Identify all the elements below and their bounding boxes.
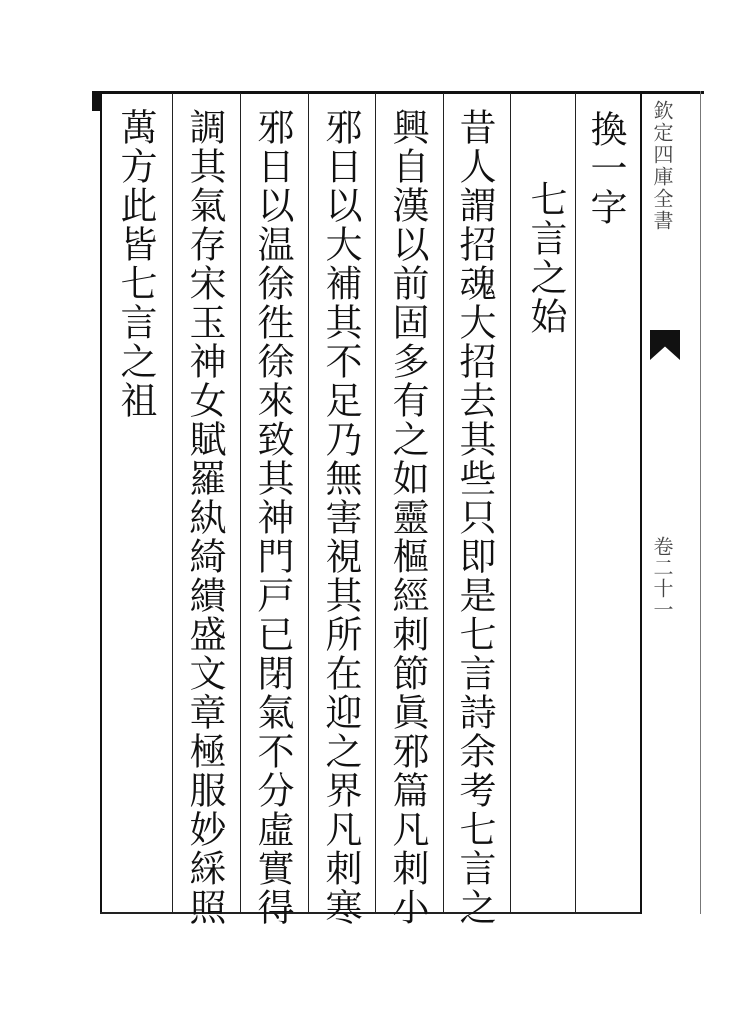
text-column-2: 七言之始 bbox=[524, 180, 567, 336]
text-column-7: 調其氣存宋玉神女賦羅紈綺繢盛文章極服妙綵照 bbox=[183, 108, 226, 927]
frame-right-border bbox=[640, 91, 642, 914]
frame-bottom-border bbox=[100, 912, 640, 914]
frame-top-border bbox=[92, 91, 704, 94]
margin-book-title: 欽定四庫全書 bbox=[650, 100, 674, 232]
text-column-1: 換一字 bbox=[584, 110, 627, 227]
column-rule bbox=[308, 93, 309, 912]
frame-left-border bbox=[100, 91, 102, 914]
text-column-8: 萬方此皆七言之祖 bbox=[114, 108, 157, 420]
column-rule bbox=[443, 93, 444, 912]
column-rule bbox=[575, 93, 576, 912]
text-column-6: 邪日以温徐徃徐來致其神門戸已閉氣不分虛實得 bbox=[251, 108, 294, 927]
column-rule bbox=[375, 93, 376, 912]
column-rule bbox=[240, 93, 241, 912]
text-column-3: 昔人謂招魂大招去其些只即是七言詩余考七言之 bbox=[453, 108, 496, 927]
margin-volume-number: 卷二十一 bbox=[650, 536, 674, 620]
text-column-4: 興自漢以前固多有之如靈樞經刺節眞邪篇凡刺小 bbox=[386, 108, 429, 927]
text-column-5: 邪日以大補其不足乃無害視其所在迎之界凡刺寒 bbox=[319, 108, 362, 927]
column-rule bbox=[172, 93, 173, 912]
column-rule bbox=[510, 93, 511, 912]
margin-edge-line bbox=[700, 91, 701, 914]
